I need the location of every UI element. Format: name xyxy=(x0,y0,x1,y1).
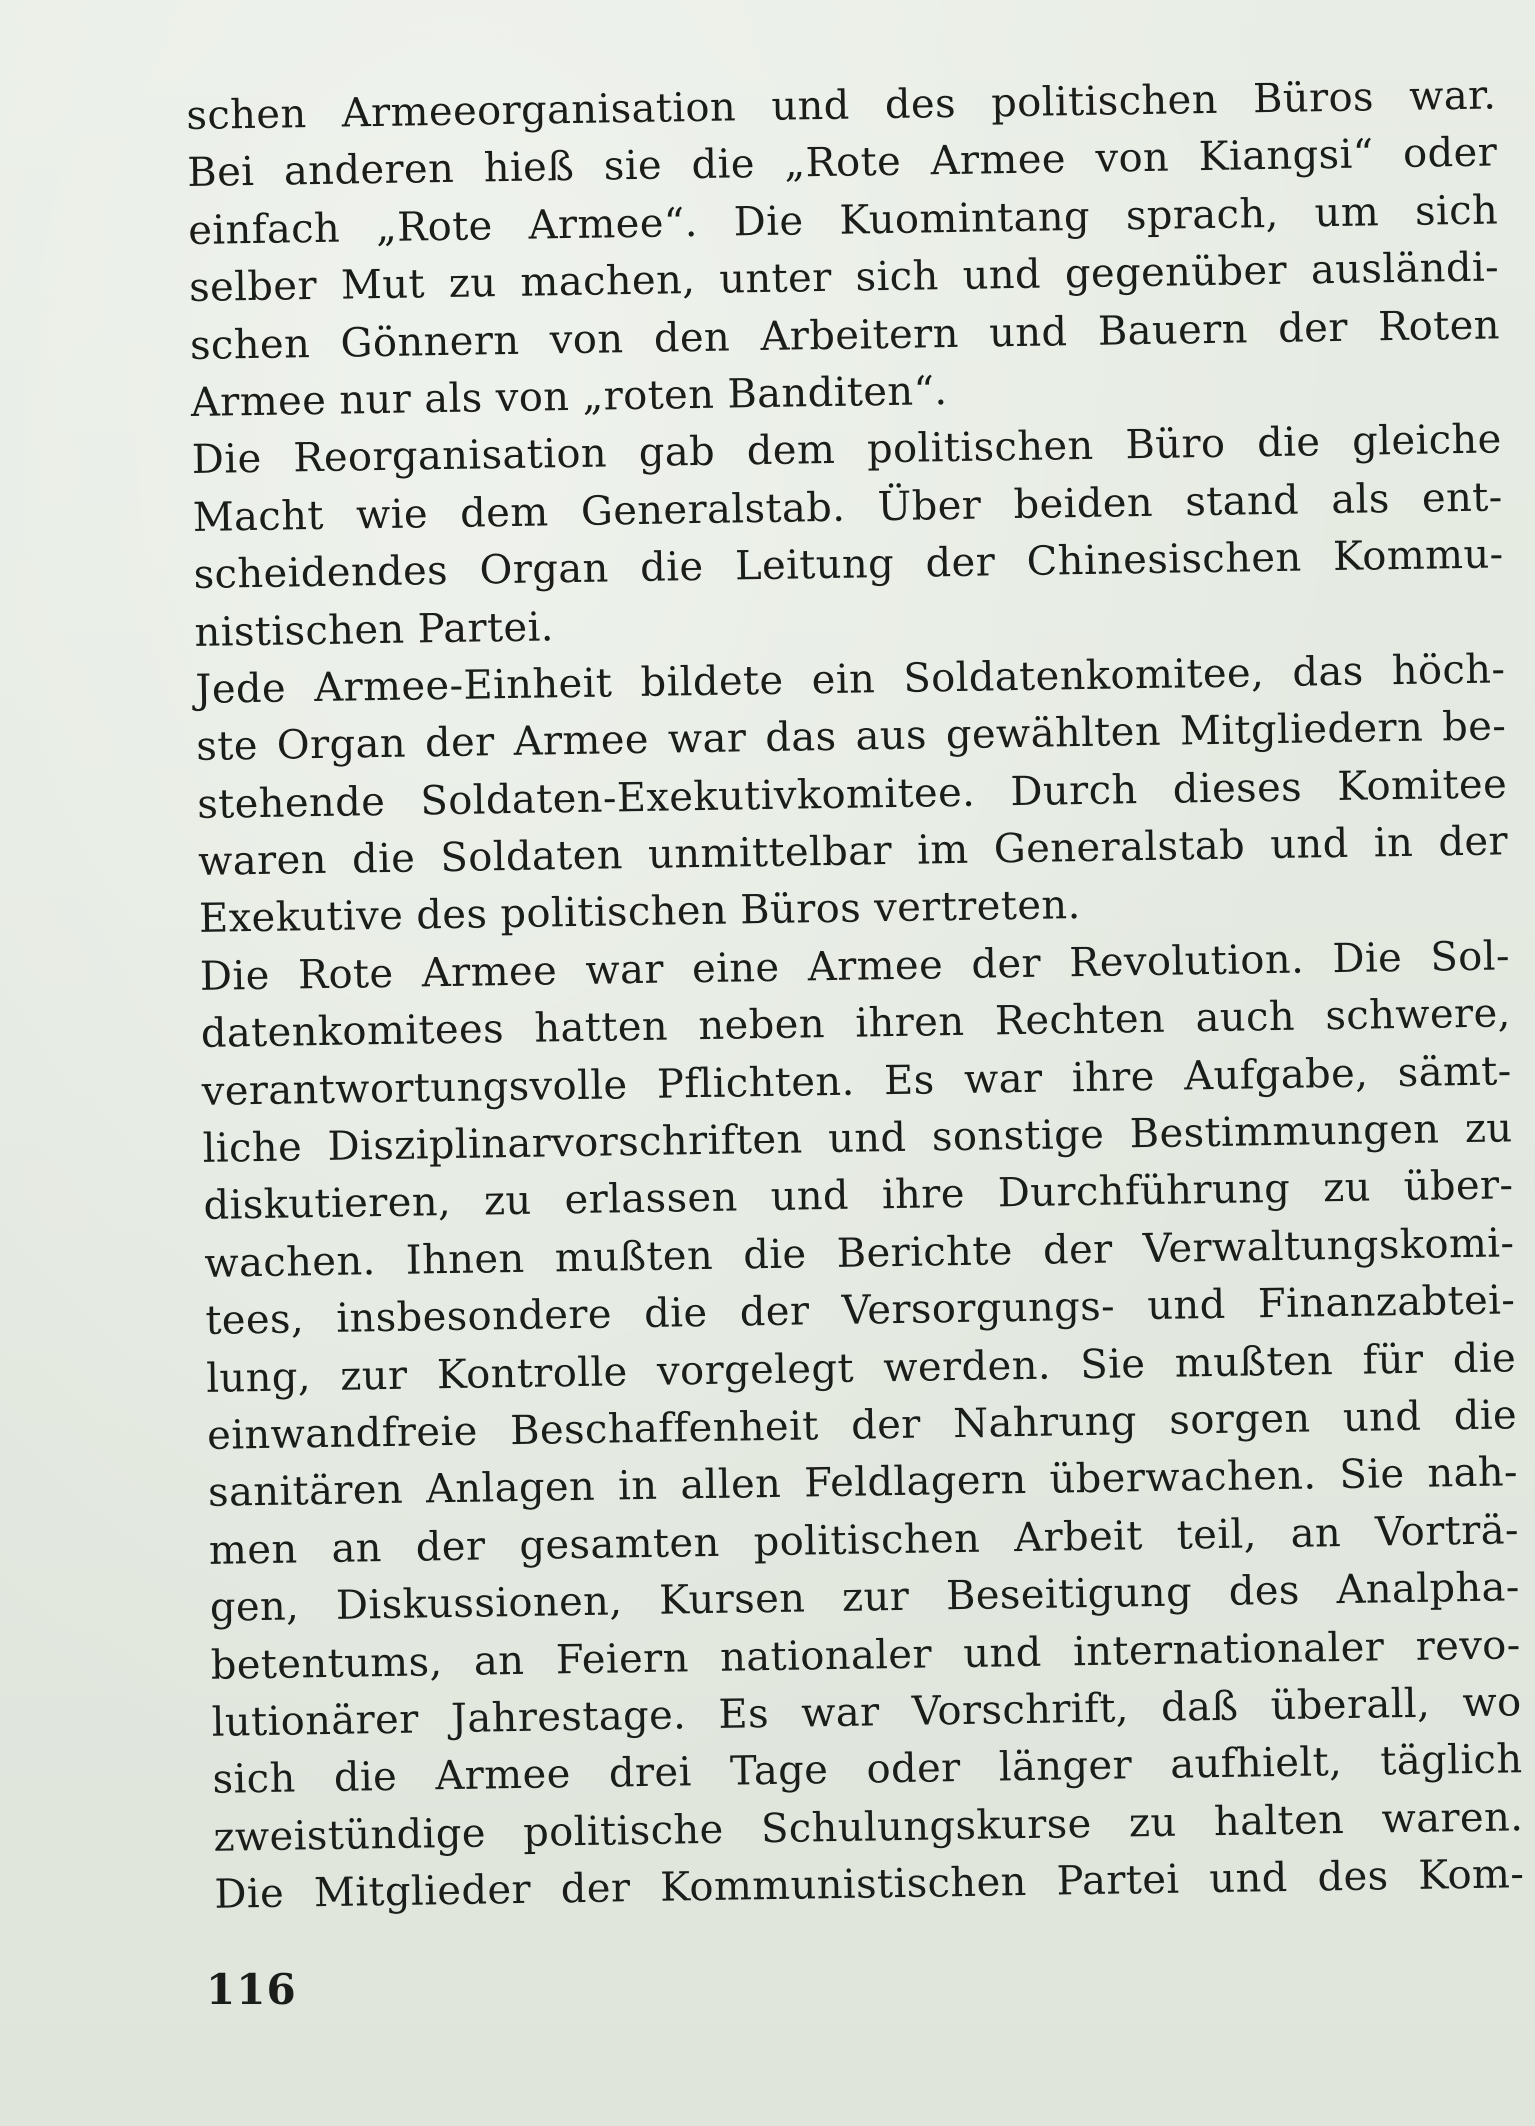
text-line: Exekutive des politischen Büros vertreten. xyxy=(198,882,1081,943)
text-line: nistischen Partei. xyxy=(194,603,555,656)
text-line: Die Mitglieder der Kommunistischen Partei und des Kom- xyxy=(214,1851,1525,1918)
text-line: waren die Soldaten unmittelbar im Generalstab und in der xyxy=(197,818,1509,885)
page-number: 116 xyxy=(206,1965,297,2014)
text-line: Armee nur als von „roten Banditen“. xyxy=(190,368,948,426)
text-line: zweistündige politische Schulungskurse zu halten waren. xyxy=(213,1793,1524,1861)
text-line: tees, insbesondere die der Versorgungs- und Finanzabtei- xyxy=(205,1277,1516,1345)
text-line: einfach „Rote Armee“. Die Kuomintang sprach, um sich xyxy=(187,187,1499,254)
text-line: Bei anderen hieß sie die „Rote Armee von Kiangsi“ oder xyxy=(186,129,1498,197)
text-line: lung, zur Kontrolle vorgelegt werden. Sie mußten für die xyxy=(205,1334,1517,1402)
text-line: lutionärer Jahrestage. Es war Vorschrift, daß überall, wo xyxy=(211,1679,1522,1746)
text-line: scheidendes Organ die Leitung der Chinesischen Kommu- xyxy=(193,531,1504,599)
text-line: gen, Diskussionen, Kursen zur Beseitigung des Analpha- xyxy=(209,1564,1521,1631)
text-line: Die Reorganisation gab dem politischen Büro die gleiche xyxy=(191,416,1503,484)
text-line: Macht wie dem Generalstab. Über beiden stand als ent- xyxy=(192,474,1503,541)
text-line: betentums, an Feiern nationaler und internationaler revo- xyxy=(210,1621,1521,1689)
text-line: Die Rote Armee war eine Armee der Revolution. Die Sol- xyxy=(199,933,1511,1000)
text-line: wachen. Ihnen mußten die Berichte der Verwaltungskomi- xyxy=(204,1220,1515,1287)
text-line: Jede Armee-Einheit bildete ein Soldatenkomitee, das höch- xyxy=(195,646,1506,713)
text-line: ste Organ der Armee war das aus gewählten Mitgliedern be- xyxy=(195,703,1507,771)
text-line: men an der gesamten politischen Arbeit teil, an Vorträ- xyxy=(208,1507,1520,1574)
text-line: schen Armeeorganisation und des politischen Büros war. xyxy=(186,72,1497,139)
text-line: einwandfreie Beschaffenheit der Nahrung sorgen und die xyxy=(206,1392,1518,1459)
text-line: datenkomitees hatten neben ihren Rechten auch schwere, xyxy=(200,990,1512,1058)
text-line: diskutieren, zu erlassen und ihre Durchführung zu über- xyxy=(203,1162,1514,1230)
text-line: stehende Soldaten-Exekutivkomitee. Durch dieses Komitee xyxy=(196,761,1508,828)
text-line: liche Disziplinarvorschriften und sonstige Bestimmungen zu xyxy=(202,1105,1513,1172)
text-line: sanitären Anlagen in allen Feldlagern überwachen. Sie nah- xyxy=(207,1449,1519,1517)
text-line: schen Gönnern von den Arbeitern und Bauern der Roten xyxy=(189,301,1501,369)
text-line: selber Mut zu machen, unter sich und gegenüber ausländi- xyxy=(188,244,1500,312)
body-text xyxy=(186,67,1525,1924)
text-line: verantwortungsvolle Pflichten. Es war ihre Aufgabe, sämt- xyxy=(201,1047,1512,1115)
text-line: sich die Armee drei Tage oder länger aufhielt, täglich xyxy=(212,1736,1523,1804)
